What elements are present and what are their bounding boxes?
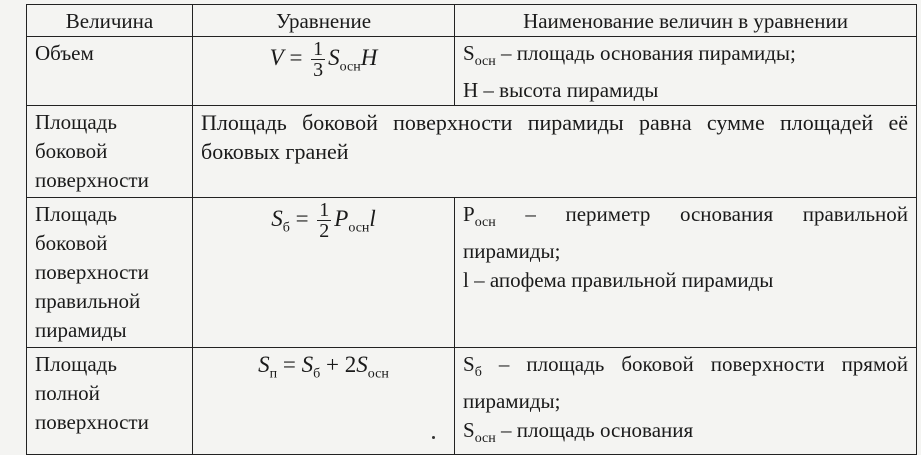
equation-cell (193, 37, 455, 106)
header-quantity: Величина (27, 5, 193, 37)
desc-symbol: H (463, 78, 479, 103)
desc-text: – площадь основания пирамиды; (495, 41, 796, 65)
quantity-line: боковой (35, 231, 108, 256)
quantity-cell (27, 106, 193, 198)
quantity-cell (27, 37, 193, 106)
eq-symbol: S (301, 352, 314, 378)
table-header-row (27, 5, 917, 37)
eq-symbol: H (360, 44, 378, 70)
eq-symbol: S (258, 352, 270, 378)
description-line (463, 76, 908, 105)
fraction-numerator: 1 (313, 38, 324, 60)
eq-symbol: S (328, 44, 340, 70)
fraction-numerator: 1 (319, 199, 330, 222)
eq-sign: + 2 (320, 352, 357, 378)
desc-text: – высота пирамиды (478, 78, 659, 103)
quantity-line: поверхности (35, 260, 149, 285)
quantity-line: поверхности (35, 168, 149, 193)
description-cell (455, 198, 917, 348)
eq-subscript: осн (367, 366, 389, 382)
description-line (463, 200, 908, 266)
desc-text: – периметр основания правильной пирамиды; (463, 202, 908, 264)
table-row (27, 106, 917, 198)
eq-subscript: б (313, 366, 321, 382)
desc-symbol: P (463, 202, 475, 227)
eq-subscript: осн (348, 220, 370, 236)
quantity-line: Площадь (35, 352, 117, 377)
quantity-line: поверхности (35, 410, 149, 435)
description-line (463, 350, 908, 416)
desc-text: – площадь боковой поверхности прямой пирамиды; (463, 352, 908, 414)
eq-symbol: l (369, 205, 376, 231)
table-row (27, 198, 917, 348)
quantity-label: Объем (35, 41, 94, 65)
table-row (27, 37, 917, 106)
desc-symbol: l (463, 268, 469, 293)
equation-cell (193, 348, 455, 454)
quantity-cell (27, 348, 193, 454)
merged-description-cell: Площадь боковой поверхности пирамиды равна сумме площадей её боковых граней (193, 106, 917, 198)
desc-symbol: S (463, 41, 475, 65)
eq-symbol: S (271, 205, 283, 231)
quantity-line: боковой (35, 139, 108, 164)
equation-cell (193, 198, 455, 348)
desc-symbol: S (463, 352, 475, 377)
eq-subscript: осн (339, 59, 361, 75)
quantity-line: полной (35, 381, 100, 406)
quantity-line: Площадь (35, 110, 117, 135)
eq-symbol: S (356, 352, 368, 378)
quantity-line: пирамиды (35, 318, 127, 343)
quantity-cell (27, 198, 193, 348)
scan-speck (432, 436, 435, 439)
quantity-line: Площадь (35, 202, 117, 227)
desc-subscript: осн (474, 215, 496, 231)
description-line (463, 266, 908, 295)
desc-text: – апофема правильной пирамиды (468, 268, 774, 293)
eq-subscript: б (282, 220, 290, 236)
desc-symbol: S (463, 418, 475, 443)
desc-subscript: б (474, 365, 482, 381)
fraction (317, 200, 331, 241)
eq-sign: = (277, 352, 302, 378)
quantity-line: правильной (35, 289, 141, 314)
description-line (463, 39, 908, 76)
desc-subscript: осн (474, 431, 496, 447)
description-cell (455, 37, 917, 106)
pyramid-formulas-table (26, 4, 917, 455)
eq-symbol: P (334, 205, 349, 231)
fraction-denominator: 3 (313, 59, 324, 81)
description-cell (455, 348, 917, 454)
desc-subscript: осн (474, 54, 496, 70)
eq-symbol: V (269, 44, 284, 70)
table-row (27, 348, 917, 454)
eq-sign: = (283, 44, 309, 70)
eq-subscript: п (269, 366, 278, 382)
fraction-denominator: 2 (319, 220, 330, 243)
header-description: Наименование величин в уравнении (455, 5, 917, 37)
desc-text: – площадь основания (495, 418, 694, 443)
header-equation: Уравнение (193, 5, 455, 37)
fraction (311, 39, 325, 80)
eq-sign: = (289, 205, 315, 231)
